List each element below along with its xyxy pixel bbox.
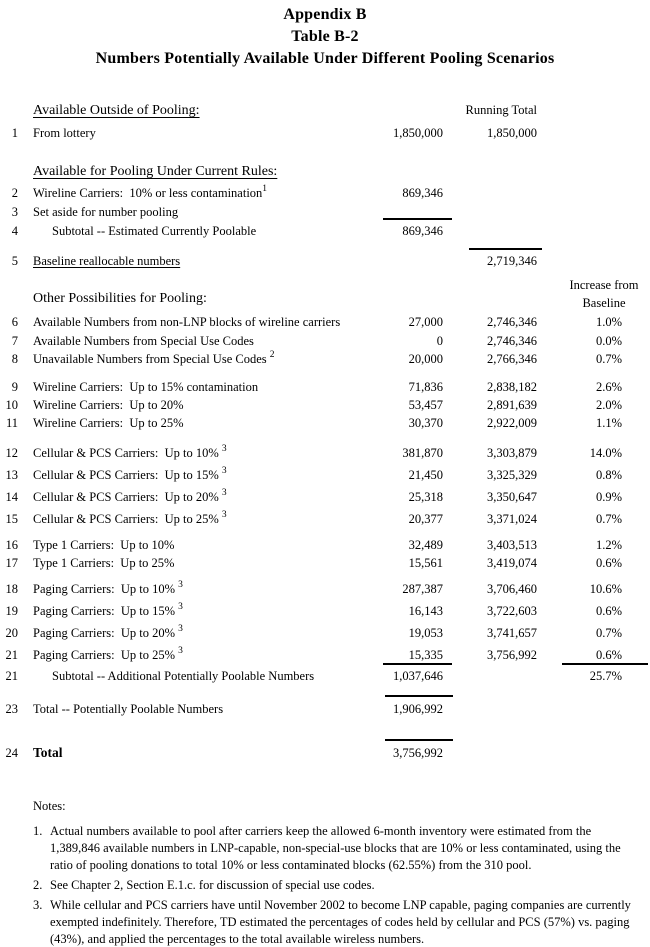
- amount-value: 1,037,646: [393, 669, 443, 683]
- increase-value: 0.6%: [595, 648, 622, 662]
- increase-value: 10.6%: [589, 582, 622, 596]
- running-total-value: 2,766,346: [487, 352, 537, 366]
- footnote-ref: 1: [262, 183, 268, 194]
- table-row: [0, 539, 650, 552]
- running-total-value: 3,741,657: [487, 626, 537, 640]
- amount-value: 381,870: [402, 446, 443, 460]
- amount-value: 20,377: [408, 512, 443, 526]
- amount-value: 3,756,992: [393, 746, 443, 760]
- row-number: 8: [11, 352, 18, 366]
- row-label: Subtotal -- Additional Potentially Poolable Numbers: [52, 669, 315, 683]
- amount-value: 0: [436, 334, 443, 348]
- running-total-value: 3,706,460: [487, 582, 537, 596]
- row-number: 3: [11, 205, 18, 219]
- row-label: Type 1 Carriers: Up to 25%: [33, 556, 175, 570]
- table-row: [0, 316, 650, 329]
- table-row: [0, 381, 650, 394]
- footnote-ref: 3: [221, 465, 227, 476]
- footnote-ref: 3: [221, 509, 227, 520]
- amount-value: 25,318: [408, 490, 443, 504]
- table-row: [0, 349, 650, 366]
- footnote-ref: 3: [221, 443, 227, 454]
- note-2-text: See Chapter 2, Section E.1.c. for discussion of special use codes.: [50, 878, 375, 892]
- row-number: 23: [5, 702, 18, 716]
- note-2: [33, 877, 633, 894]
- increase-value: 0.6%: [595, 604, 622, 618]
- poolable-total-rule: [385, 695, 453, 697]
- footnote-ref: 3: [178, 623, 183, 634]
- amount-value: 869,346: [402, 186, 443, 200]
- increase-value: 1.1%: [595, 416, 622, 430]
- row-label: Cellular & PCS Carriers: Up to 20% $^3$: [33, 487, 227, 504]
- increase-header-line2: Baseline: [582, 296, 626, 310]
- increase-header-line1: Increase from: [569, 278, 639, 292]
- row-number: 21: [5, 648, 18, 662]
- row-number: 19: [5, 604, 18, 618]
- running-total-value: 2,746,346: [487, 334, 537, 348]
- table-row: [0, 645, 650, 662]
- running-total-value: 2,891,639: [487, 398, 537, 412]
- amount-value: 287,387: [402, 582, 443, 596]
- row-label: Type 1 Carriers: Up to 10%: [33, 538, 175, 552]
- row-number: 10: [5, 398, 18, 412]
- table-row: [0, 509, 650, 526]
- note-1-number: 1.: [33, 824, 43, 838]
- section-heading-label: Available Outside of Pooling:: [33, 103, 200, 118]
- table-row: [0, 206, 650, 219]
- running-total-value: 1,850,000: [487, 126, 537, 140]
- table-row: [0, 465, 650, 482]
- amount-value: 53,457: [408, 398, 443, 412]
- table-row: [0, 670, 650, 683]
- row-label: Paging Carriers: Up to 20% $^3$: [33, 623, 183, 640]
- row-label: Available Numbers from non-LNP blocks of wireline carriers: [33, 315, 341, 329]
- increase-value: 0.7%: [595, 352, 622, 366]
- note-3-number: 3.: [33, 898, 43, 912]
- running-total-value: 3,325,329: [487, 468, 537, 482]
- row-label: Paging Carriers: Up to 10% $^3$: [33, 579, 183, 596]
- table-row: [0, 417, 650, 430]
- amount-value: 20,000: [408, 352, 443, 366]
- section-heading-label: Available for Pooling Under Current Rules:: [33, 164, 278, 179]
- row-label: Available Numbers from Special Use Codes: [33, 334, 254, 348]
- table-row: [0, 601, 650, 618]
- row-label: Cellular & PCS Carriers: Up to 10% $^3$: [33, 443, 227, 460]
- running-total-value: 2,746,346: [487, 315, 537, 329]
- grand-total-rule: [385, 739, 453, 741]
- increase-value: 2.0%: [595, 398, 622, 412]
- note-3: [33, 897, 633, 947]
- row-number: 1: [11, 126, 18, 140]
- running-total-column-header: Running Total: [465, 103, 537, 117]
- table-row: [0, 399, 650, 412]
- increase-value: 0.0%: [595, 334, 622, 348]
- running-total-value: 2,922,009: [487, 416, 537, 430]
- increase-value: 0.7%: [595, 512, 622, 526]
- row-label: Baseline reallocable numbers: [33, 254, 181, 268]
- footnote-ref: 3: [178, 579, 183, 590]
- footnote-ref: 3: [178, 601, 183, 612]
- row-label: Cellular & PCS Carriers: Up to 15% $^3$: [33, 465, 227, 482]
- table-row: [0, 225, 650, 238]
- title-table-number: Table B-2: [291, 28, 359, 45]
- row-number: 13: [5, 468, 18, 482]
- amount-value: 21,450: [408, 468, 443, 482]
- table-row: [0, 335, 650, 348]
- row-number: 21: [5, 669, 18, 683]
- table-row: [0, 443, 650, 460]
- amount-value: 15,561: [408, 556, 443, 570]
- amount-value: 15,335: [408, 648, 443, 662]
- table-row: [0, 703, 650, 716]
- amount-value: 869,346: [402, 224, 443, 238]
- row-label: Total -- Potentially Poolable Numbers: [33, 702, 224, 716]
- note-1-text: Actual numbers available to pool after carriers keep the allowed 6-month inventory were estimated from the 1,389,846 available numbers in LNP-capable, non-special-use blocks that are 10% or less contaminated, using the ratio of pooling donations to total 10% or less contaminated blocks (62.55%) from the 310 pool.: [50, 824, 621, 872]
- note-2-number: 2.: [33, 878, 43, 892]
- running-total-value: 3,403,513: [487, 538, 537, 552]
- notes-heading: Notes:: [33, 799, 66, 813]
- row-number: 4: [11, 224, 18, 238]
- row-number: 2: [11, 186, 18, 200]
- amount-value: 16,143: [408, 604, 443, 618]
- increase-value: 14.0%: [589, 446, 622, 460]
- table-row: [0, 183, 650, 200]
- running-total-value: 3,371,024: [487, 512, 537, 526]
- footnote-ref: 3: [221, 487, 227, 498]
- amount-value: 32,489: [408, 538, 443, 552]
- running-total-value: 2,719,346: [487, 254, 537, 268]
- row-number: 11: [5, 416, 18, 430]
- footnote-ref: 2: [269, 349, 275, 360]
- increase-value: 1.0%: [595, 315, 622, 329]
- increase-value: 0.8%: [595, 468, 622, 482]
- running-total-value: 3,303,879: [487, 446, 537, 460]
- amount-value: 19,053: [408, 626, 443, 640]
- row-label: Wireline Carriers: 10% or less contamination$^1$: [33, 183, 268, 200]
- row-number: 5: [11, 254, 18, 268]
- table-row: [0, 746, 650, 760]
- row-number: 18: [5, 582, 18, 596]
- amount-value: 1,906,992: [393, 702, 443, 716]
- additional-subtotal-percent-rule: [562, 663, 648, 665]
- row-number: 16: [5, 538, 18, 552]
- amount-value: 30,370: [408, 416, 443, 430]
- table-row: [0, 557, 650, 570]
- row-label: Paging Carriers: Up to 25% $^3$: [33, 645, 183, 662]
- row-label: Cellular & PCS Carriers: Up to 25% $^3$: [33, 509, 227, 526]
- increase-value: 0.6%: [595, 556, 622, 570]
- increase-value: 0.7%: [595, 626, 622, 640]
- row-label: Wireline Carriers: Up to 15% contamination: [33, 380, 259, 394]
- row-number: 15: [5, 512, 18, 526]
- row-label: Subtotal -- Estimated Currently Poolable: [52, 224, 257, 238]
- additional-subtotal-amount-rule: [383, 663, 452, 665]
- note-1: [33, 823, 633, 874]
- increase-value: 25.7%: [589, 669, 622, 683]
- running-total-value: 2,838,182: [487, 380, 537, 394]
- increase-value: 0.9%: [595, 490, 622, 504]
- section-heading: [0, 291, 650, 306]
- running-total-value: 3,756,992: [487, 648, 537, 662]
- title-block: [0, 4, 650, 70]
- table-row: [0, 579, 650, 596]
- row-number: 9: [11, 380, 18, 394]
- footnote-ref: 3: [178, 645, 183, 656]
- note-3-text: While cellular and PCS carriers have until November 2002 to become LNP capable, paging companies are currently exempted indefinitely. Therefore, TD estimated the percentages of codes held by cellular and PCS (57%) vs. paging (43%), and applied the percentages to the total available wireless numbers.: [50, 898, 631, 946]
- row-label: Set aside for number pooling: [33, 205, 179, 219]
- row-number: 17: [5, 556, 18, 570]
- row-label: Wireline Carriers: Up to 25%: [33, 416, 184, 430]
- row-label: Total: [33, 745, 63, 760]
- title-appendix: Appendix B: [283, 6, 367, 23]
- increase-value: 1.2%: [595, 538, 622, 552]
- row-number: 24: [5, 746, 18, 760]
- running-total-value: 3,419,074: [487, 556, 537, 570]
- amount-value: 27,000: [408, 315, 443, 329]
- section-heading: [0, 164, 650, 179]
- section-heading-label: Other Possibilities for Pooling:: [33, 291, 207, 306]
- title-subject: Numbers Potentially Available Under Different Pooling Scenarios: [95, 50, 555, 67]
- table-row: [0, 255, 650, 268]
- running-total-value: 3,722,603: [487, 604, 537, 618]
- row-number: 14: [5, 490, 18, 504]
- row-label: Paging Carriers: Up to 15% $^3$: [33, 601, 183, 618]
- row-number: 6: [11, 315, 18, 329]
- table-row: [0, 623, 650, 640]
- row-label: Wireline Carriers: Up to 20%: [33, 398, 184, 412]
- row-label: Unavailable Numbers from Special Use Codes $^2$: [33, 349, 275, 366]
- table-row: [0, 127, 650, 140]
- row-label: From lottery: [33, 126, 96, 140]
- row-number: 7: [11, 334, 18, 348]
- table-row: [0, 487, 650, 504]
- increase-value: 2.6%: [595, 380, 622, 394]
- section-heading: [0, 103, 650, 118]
- row-number: 12: [5, 446, 18, 460]
- amount-value: 1,850,000: [393, 126, 443, 140]
- baseline-running-total-rule: [469, 248, 542, 250]
- current-subtotal-rule: [383, 218, 452, 220]
- row-number: 20: [5, 626, 18, 640]
- amount-value: 71,836: [408, 380, 443, 394]
- running-total-value: 3,350,647: [487, 490, 537, 504]
